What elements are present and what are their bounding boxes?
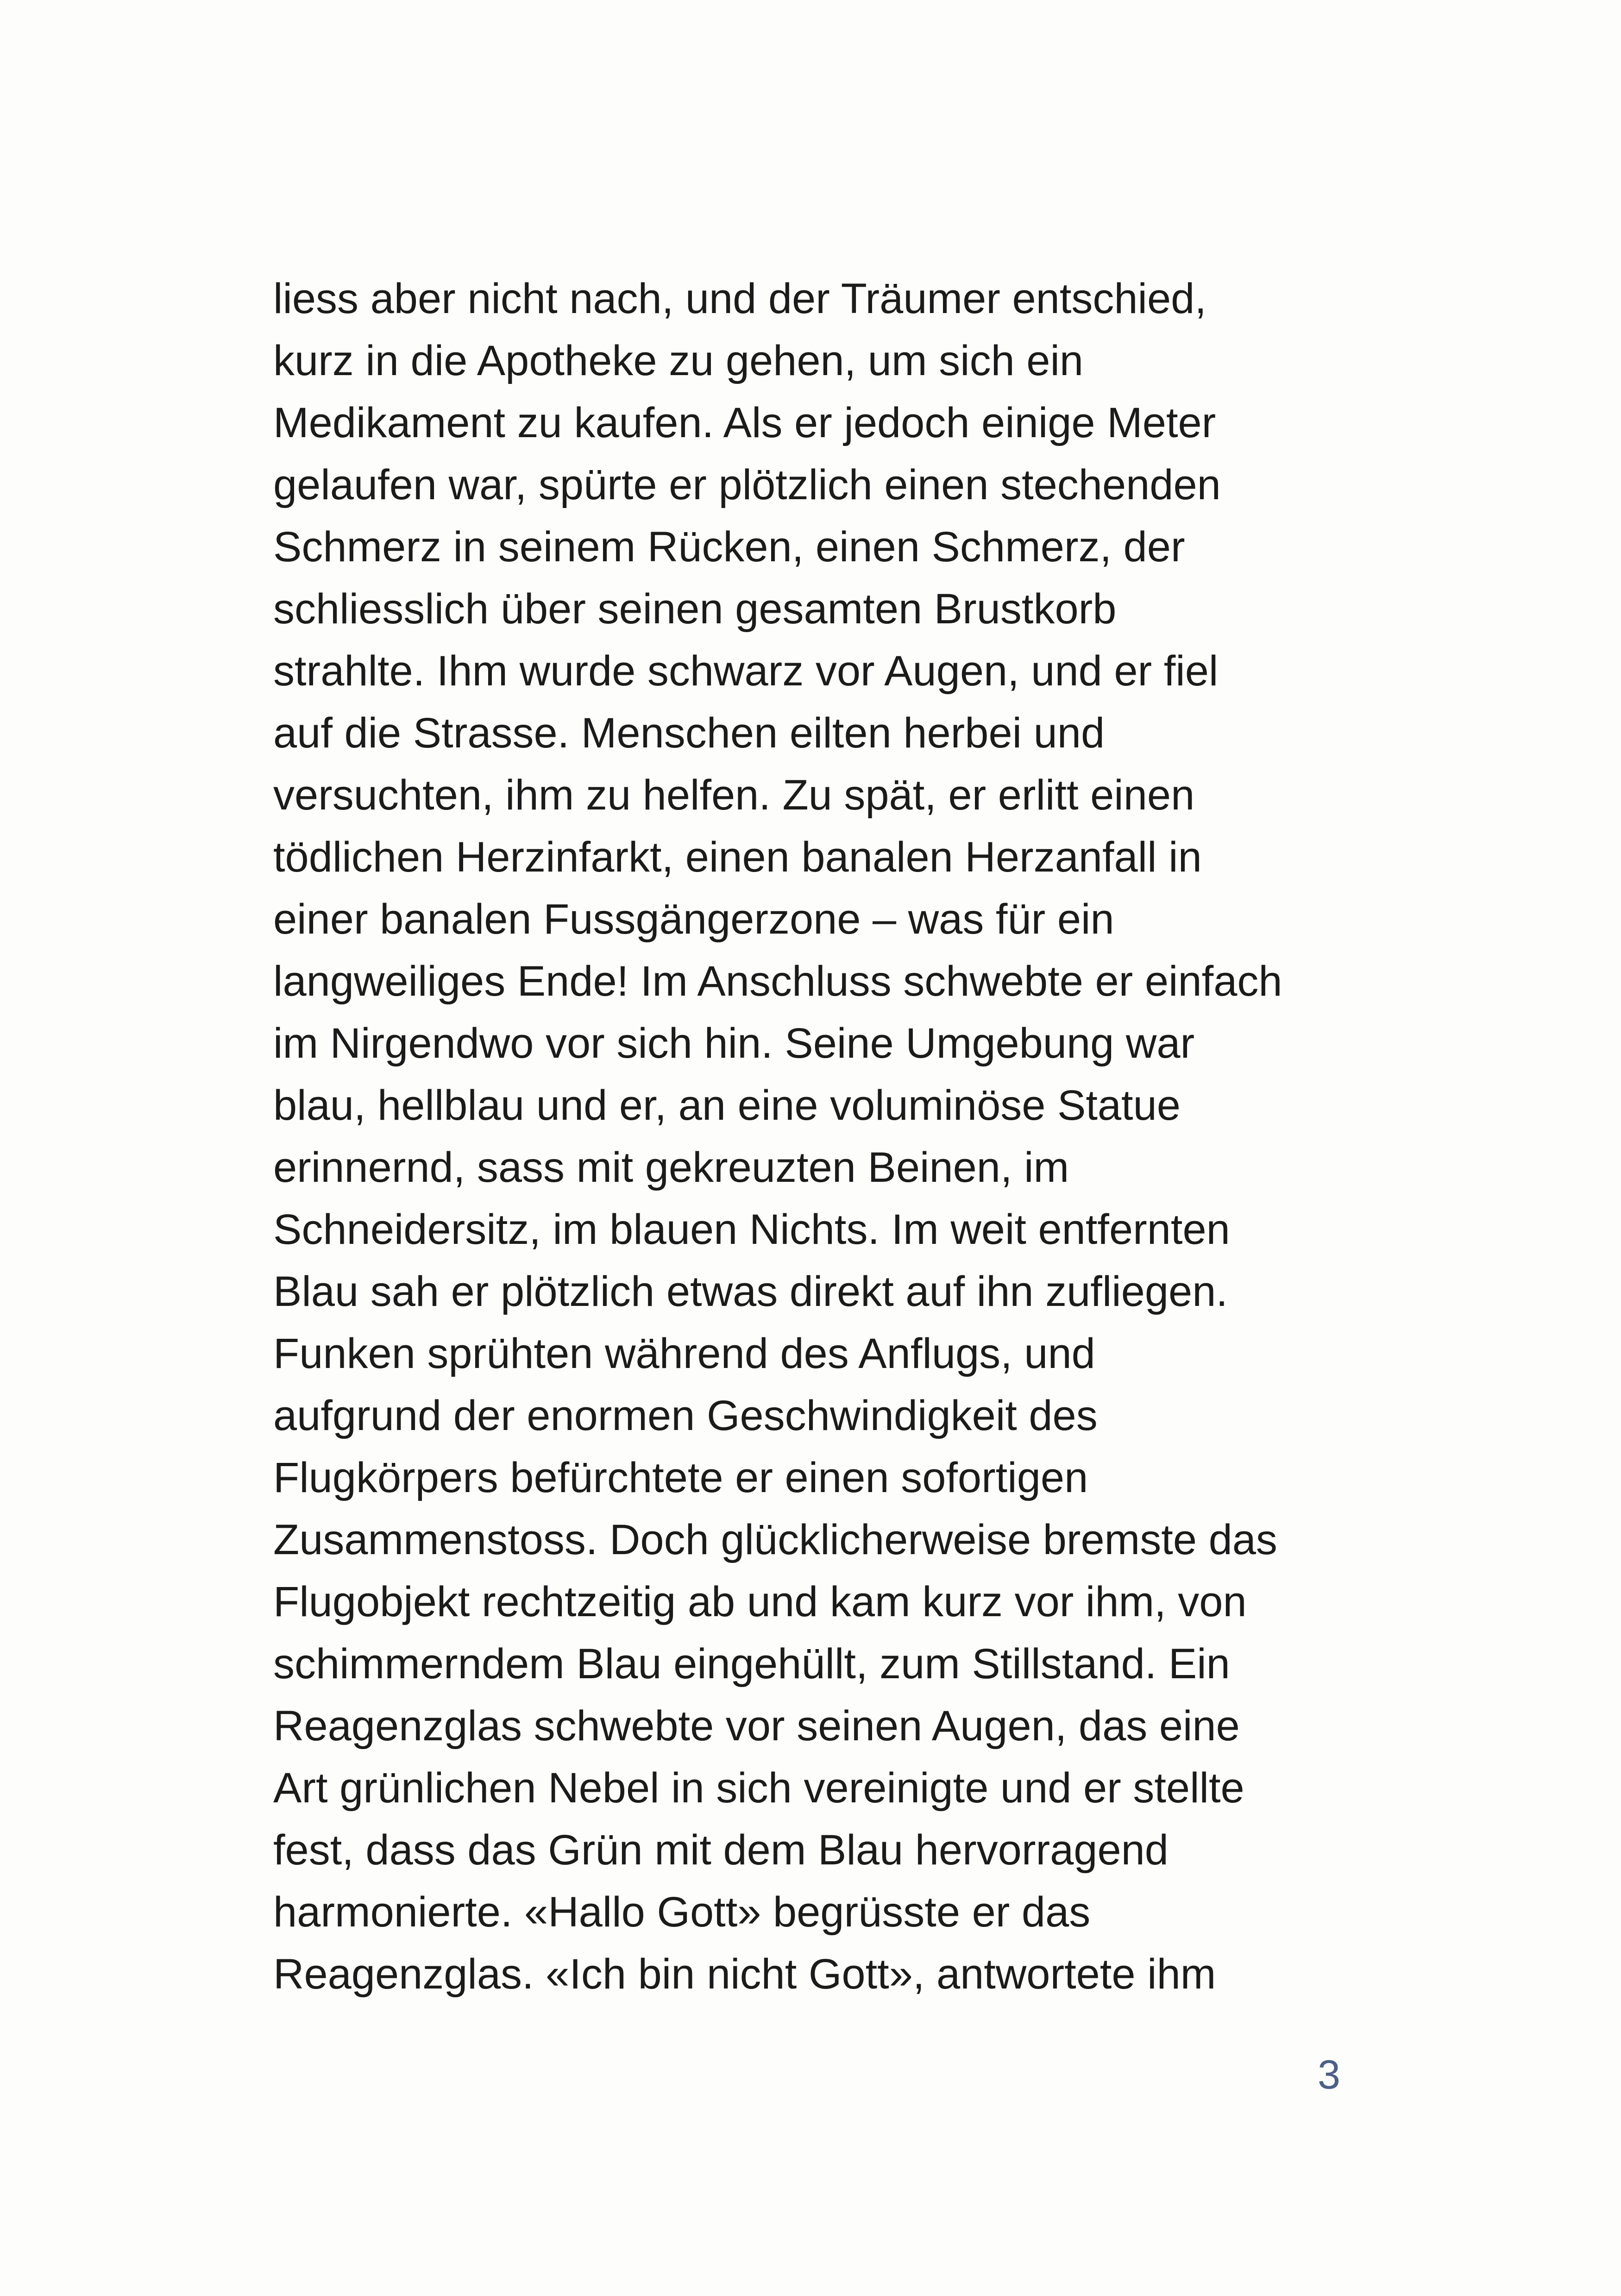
text-line: strahlte. Ihm wurde schwarz vor Augen, und er fiel: [273, 647, 1219, 695]
text-line: einer banalen Fussgängerzone – was für ein: [273, 896, 1114, 943]
text-line: fest, dass das Grün mit dem Blau hervorragend: [273, 1826, 1169, 1874]
text-line: langweiliges Ende! Im Anschluss schwebte er einfach: [273, 958, 1282, 1005]
text-line: Art grünlichen Nebel in sich vereinigte und er stellte: [273, 1764, 1244, 1812]
text-line: Flugkörpers befürchtete er einen sofortigen: [273, 1454, 1088, 1501]
text-line: aufgrund der enormen Geschwindigkeit des: [273, 1392, 1098, 1439]
text-line: blau, hellblau und er, an eine voluminöse Statue: [273, 1082, 1181, 1129]
text-line: erinnernd, sass mit gekreuzten Beinen, im: [273, 1144, 1069, 1191]
text-line: Schmerz in seinem Rücken, einen Schmerz, der: [273, 523, 1185, 571]
text-line: Flugobjekt rechtzeitig ab und kam kurz vor ihm, von: [273, 1578, 1247, 1625]
text-line: tödlichen Herzinfarkt, einen banalen Herzanfall in: [273, 834, 1202, 881]
text-line: liess aber nicht nach, und der Träumer entschied,: [273, 275, 1206, 322]
text-line: Blau sah er plötzlich etwas direkt auf ihn zufliegen.: [273, 1268, 1228, 1315]
text-line: Reagenzglas. «Ich bin nicht Gott», antwortete ihm: [273, 1951, 1216, 1998]
text-line: Funken sprühten während des Anflugs, und: [273, 1330, 1095, 1377]
body-text: [273, 268, 1376, 2005]
page-number: 3: [1318, 2051, 1340, 2097]
text-line: Medikament zu kaufen. Als er jedoch einige Meter: [273, 399, 1216, 446]
text-line: schliesslich über seinen gesamten Brustkorb: [273, 585, 1117, 633]
text-line: versuchten, ihm zu helfen. Zu spät, er erlitt einen: [273, 772, 1195, 819]
text-line: kurz in die Apotheke zu gehen, um sich ein: [273, 337, 1084, 384]
text-line: Zusammenstoss. Doch glücklicherweise bremste das: [273, 1516, 1277, 1563]
text-line: auf die Strasse. Menschen eilten herbei und: [273, 709, 1105, 757]
text-line: schimmerndem Blau eingehüllt, zum Stillstand. Ein: [273, 1640, 1230, 1687]
text-line: im Nirgendwo vor sich hin. Seine Umgebung war: [273, 1020, 1195, 1067]
text-line: Schneidersitz, im blauen Nichts. Im weit entfernten: [273, 1206, 1230, 1253]
text-line: Reagenzglas schwebte vor seinen Augen, das eine: [273, 1702, 1240, 1750]
text-line: harmonierte. «Hallo Gott» begrüsste er das: [273, 1888, 1091, 1936]
text-line: gelaufen war, spürte er plötzlich einen stechenden: [273, 461, 1221, 508]
